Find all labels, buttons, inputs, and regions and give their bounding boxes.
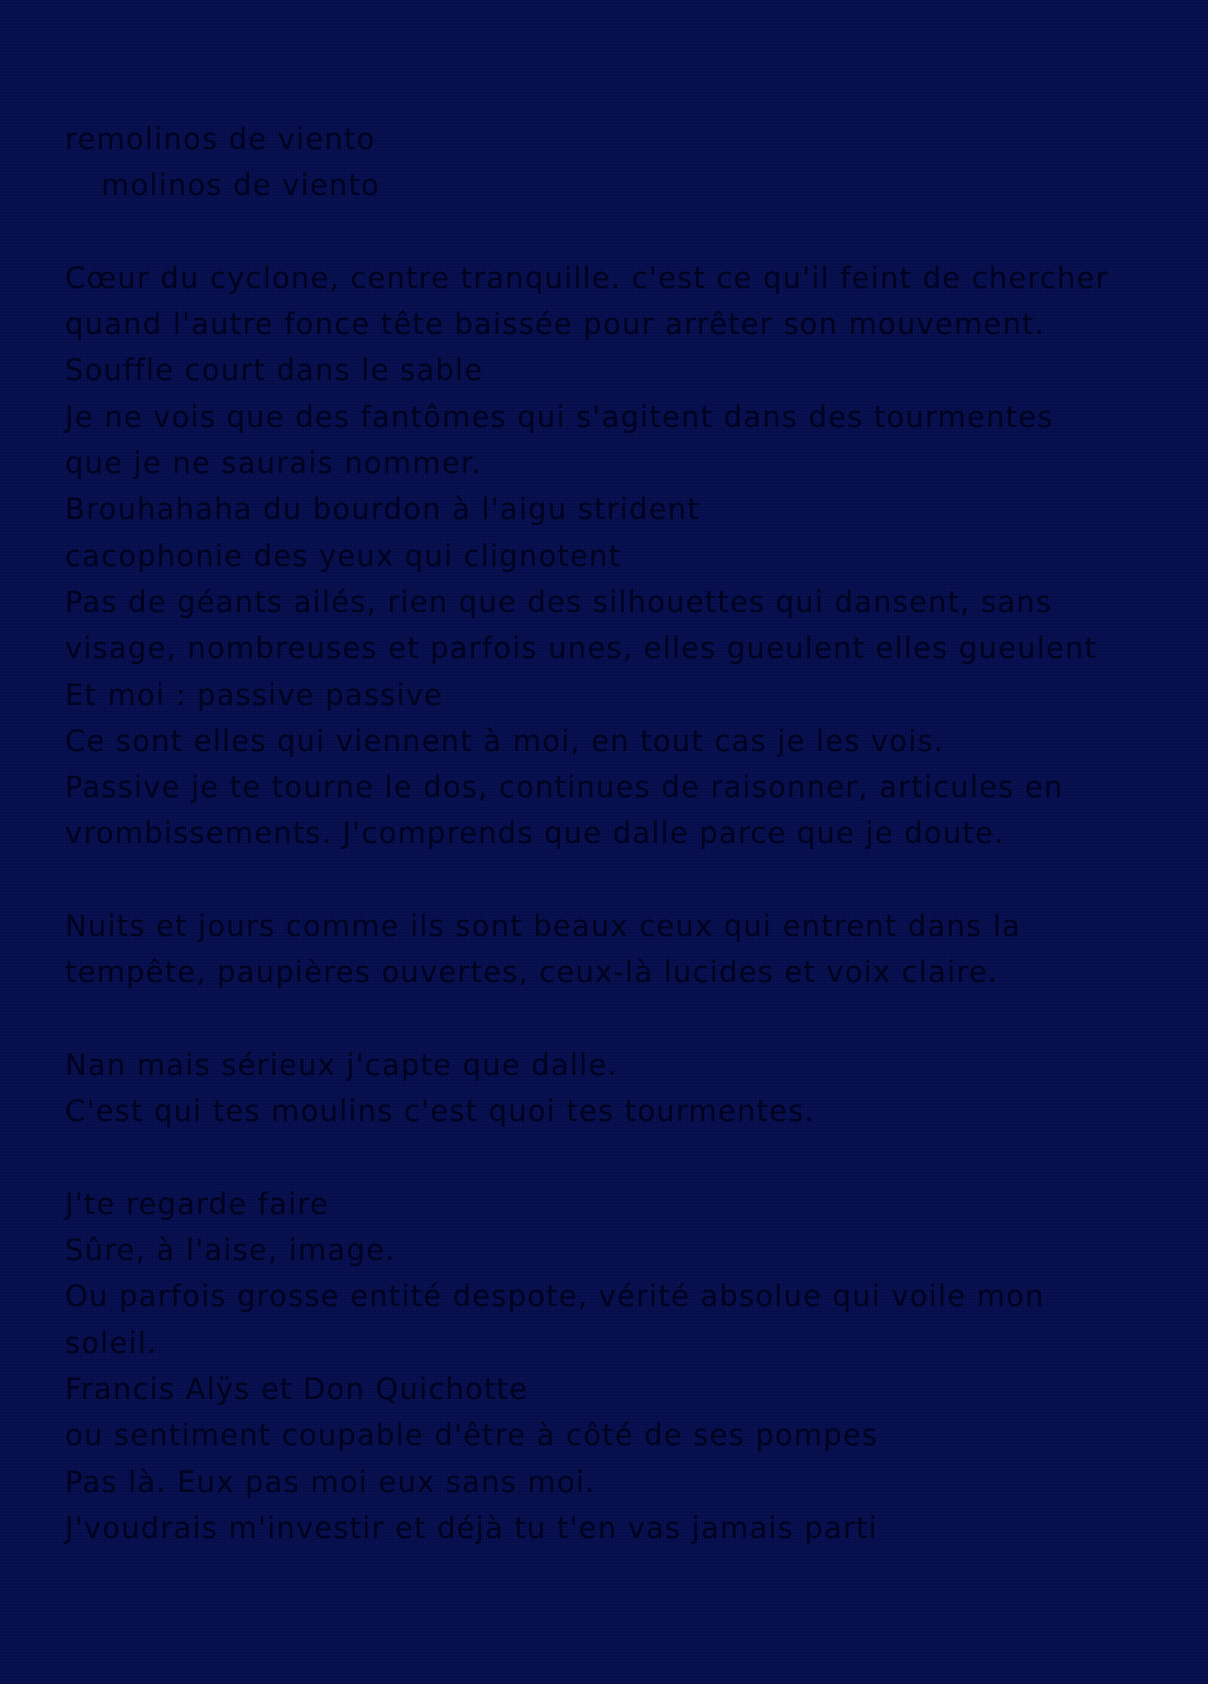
poem-line: quand l'autre fonce tête baissée pour arrêter son mouvement.: [65, 307, 1046, 342]
poem-line: Ou parfois grosse entité despote, vérité absolue qui voile mon: [65, 1279, 1045, 1314]
poem-line: cacophonie des yeux qui clignotent: [65, 538, 622, 573]
poem-line: vrombissements. J'comprends que dalle parce que je doute.: [65, 816, 1005, 851]
stanza-gap: [65, 996, 1175, 1042]
poem-line: Souffle court dans le sable: [65, 353, 484, 388]
stanza-gap: [65, 857, 1175, 903]
stanza-gap: [65, 1135, 1175, 1181]
poem-line: Brouhahaha du bourdon à l'aigu strident: [65, 492, 700, 527]
poem-line: Sûre, à l'aise, image.: [65, 1233, 396, 1268]
poem-line: J'te regarde faire: [65, 1186, 329, 1221]
poem-line: Je ne vois que des fantômes qui s'agitent dans des tourmentes: [65, 399, 1054, 434]
poem-line: soleil.: [65, 1325, 158, 1360]
epigraph-line: molinos de viento: [101, 168, 380, 203]
poem-line: que je ne saurais nommer.: [65, 446, 482, 481]
poem-line: tempête, paupières ouvertes, ceux-là lucides et voix claire.: [65, 955, 999, 990]
poem-line: ou sentiment coupable d'être à côté de ses pompes: [65, 1418, 879, 1453]
epigraph-line: remolinos de viento: [65, 122, 376, 156]
stanza-gap: [65, 209, 1175, 255]
poem-line: Pas de géants ailés, rien que des silhouettes qui dansent, sans: [65, 584, 1053, 619]
poem-line: visage, nombreuses et parfois unes, elles gueulent elles gueulent: [65, 631, 1098, 666]
poem-line: Cœur du cyclone, centre tranquille. c'est ce qu'il feint de chercher: [65, 260, 1109, 295]
poem-text: [65, 116, 1175, 1551]
poem-line: C'est qui tes moulins c'est quoi tes tourmentes.: [65, 1094, 815, 1129]
poem-line: Ce sont elles qui viennent à moi, en tout cas je les vois.: [65, 723, 945, 758]
poem-line: J'voudrais m'investir et déjà tu t'en vas jamais parti: [65, 1510, 878, 1545]
poem-line: Pas là. Eux pas moi eux sans moi.: [65, 1464, 596, 1499]
poem-line: Et moi : passive passive: [65, 677, 444, 712]
poem-line: Nan mais sérieux j'capte que dalle.: [65, 1047, 618, 1082]
poem-line: Francis Alÿs et Don Quichotte: [65, 1372, 529, 1407]
poem-line: Nuits et jours comme ils sont beaux ceux qui entrent dans la: [65, 909, 1021, 944]
poem-line: Passive je te tourne le dos, continues de raisonner, articules en: [65, 770, 1064, 805]
